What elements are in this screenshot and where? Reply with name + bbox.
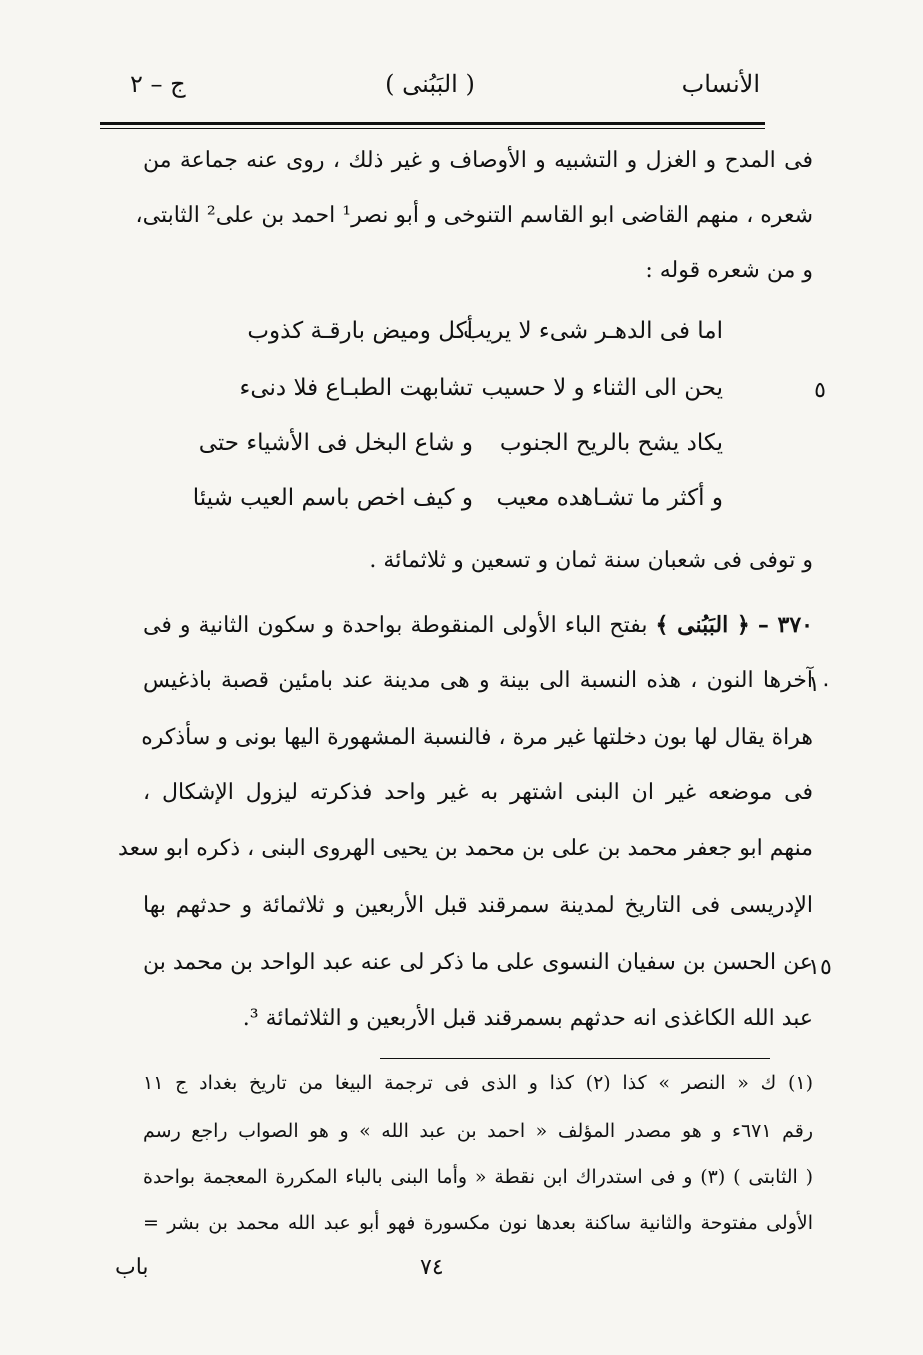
entry-text: بفتح الباء الأولى المنقوطة بواحدة و سكون الثانية و فى xyxy=(143,613,648,638)
page-number: ٧٤ xyxy=(420,1255,444,1280)
footnote-line: رقم ٦٧١ء و هو مصدر المؤلف « احمد بن عبد الله » و هو الصواب راجع رسم xyxy=(143,1120,813,1142)
text-line: شعره ، منهم القاضى ابو القاسم التنوخى و أبو نصر¹ احمد بن على² الثابتى، xyxy=(135,203,813,228)
header-volume: ج – ٢ xyxy=(130,70,186,98)
verse-first-hemistich: و شاع البخل فى الأشياء حتى xyxy=(198,430,473,456)
verse-first-hemistich: تشابهت الطبـاع فلا دنىء xyxy=(239,375,473,401)
text-line: فى موضعه غير ان البنى اشتهر به غير واحد فذكرته ليزول الإشكال ، xyxy=(143,780,813,805)
header-entry-title: ( البَبُنى ) xyxy=(385,70,475,98)
entry-title: ﴿ البَبُنى ﴾ xyxy=(655,612,750,638)
text-line: فى المدح و الغزل و التشبيه و الأوصاف و غير ذلك ، روى عنه جماعة من xyxy=(143,148,813,173)
text-line: الإدريسى فى التاريخ لمدينة سمرقند قبل الأربعين و ثلاثمائة و حدثهم بها xyxy=(143,893,813,918)
header-rule-thick xyxy=(100,122,765,125)
text-line: و من شعره قوله : xyxy=(645,258,813,283)
entry-number: ٣٧٠ – xyxy=(757,612,813,638)
footnote-line: الأولى مفتوحة والثانية ساكنة بعدها نون مكسورة فهو أبو عبد الله محمد بن بشر = xyxy=(143,1212,813,1234)
footnote-rule xyxy=(380,1058,770,1059)
verse-second-hemistich: يكاد يشح بالريح الجنوب xyxy=(499,430,723,456)
line-number: ٥ xyxy=(814,378,826,403)
line-number: ١٠ xyxy=(808,672,832,697)
header-section-title: الأنساب xyxy=(681,70,760,98)
catchword: باب xyxy=(115,1255,149,1280)
text-line: منهم ابو جعفر محمد بن على بن محمد بن يحيى الهروى البنى ، ذكره ابو سعد xyxy=(118,836,813,861)
verse-second-hemistich: يحن الى الثناء و لا حسيب xyxy=(481,375,723,401)
text-line: آخرها النون ، هذه النسبة الى بينة و هى مدينة عند بامئين قصبة باذغيس xyxy=(143,668,813,693)
running-header xyxy=(100,70,760,110)
text-line: هراة يقال لها بون دخلتها غير مرة ، فالنسبة المشهورة اليها بونى و سأذكره xyxy=(141,725,813,750)
text-line: عن الحسن بن سفيان النسوى على ما ذكر لى عنه عبد الواحد بن محمد بن xyxy=(143,950,813,975)
footnote-line: (١) ك « النصر » كذا (٢) كذا و الذى فى ترجمة البيغا من تاريخ بغداد ج ١١ xyxy=(143,1072,813,1094)
entry-heading-line xyxy=(143,612,813,638)
footnote-line: ( الثابتى ) (٣) و فى استدراك ابن نقطة « وأما البنى بالباء المكررة المعجمة بواحدة xyxy=(143,1166,813,1188)
verse-first-hemistich: أكل وميض بارقـة كذوب xyxy=(247,318,473,344)
text-line: عبد الله الكاغذى انه حدثهم بسمرقند قبل الأربعين و الثلاثمائة ³. xyxy=(242,1006,813,1031)
verse-first-hemistich: و كيف اخص باسم العيب شيئا xyxy=(192,485,473,511)
verse-second-hemistich: و أكثر ما تشـاهده معيب xyxy=(496,485,723,511)
line-number: ١٥ xyxy=(808,955,832,980)
text-line: و توفى فى شعبان سنة ثمان و تسعين و ثلاثمائة . xyxy=(369,548,813,573)
header-rule-thin xyxy=(100,128,765,129)
verse-second-hemistich: اما فى الدهـر شىء لا يريب xyxy=(463,318,723,344)
